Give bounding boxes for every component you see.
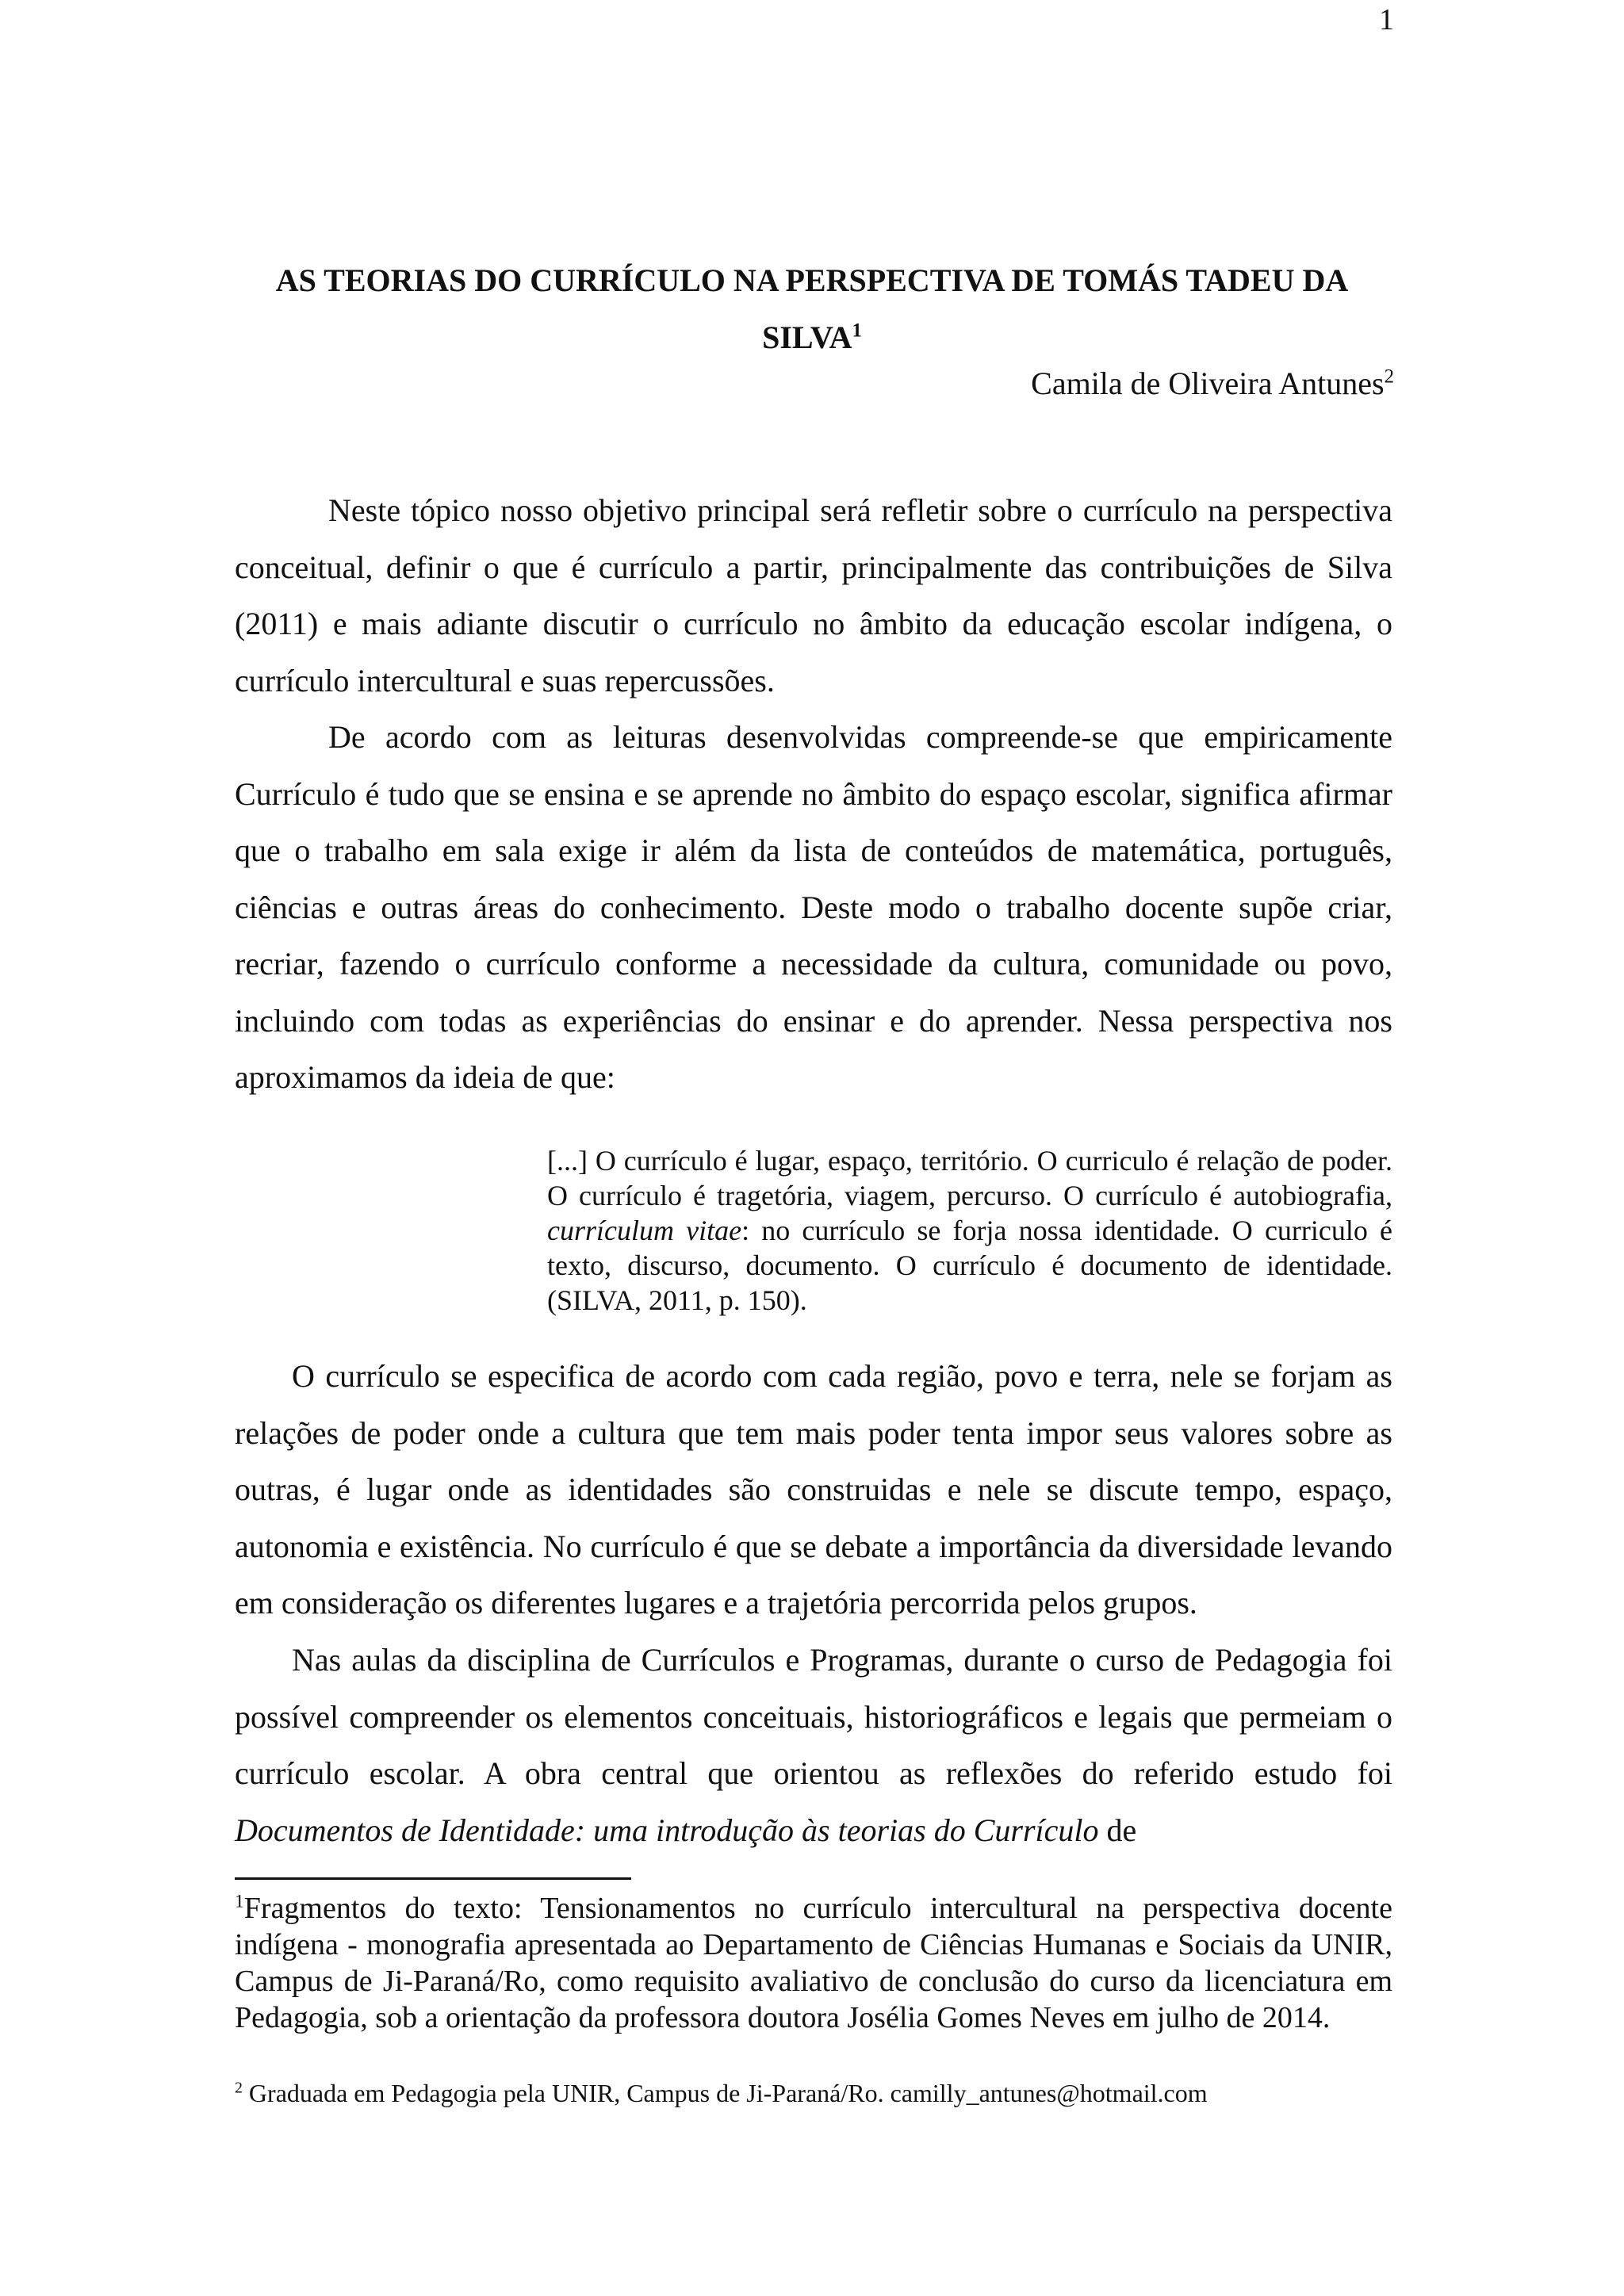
paragraph-4-before: Nas aulas da disciplina de Currículos e Programas, durante o curso de Pedagogia foi possível compreender os elementos conceituais, historiográficos e legais que permeiam o currículo escolar. A obra central que orientou as reflexões do referido estudo foi: [235, 1642, 1392, 1791]
footnote-2-text: Graduada em Pedagogia pela UNIR, Campus de Ji-Paraná/Ro. camilly_antunes@hotmail.com: [242, 2079, 1208, 2107]
footnote-1: [235, 1890, 1392, 2036]
quote-italic: currículum vitae: [547, 1215, 742, 1246]
footnote-1-text: Fragmentos do texto: Tensionamentos no currículo intercultural na perspectiva docente indígena - monografia apresentada ao Departamento de Ciências Humanas e Sociais da UNIR, Campus de Ji-Paraná/Ro, como requisito avaliativo de conclusão do curso da licenciatura em Pedagogia, sob a orientação da professora doutora Josélia Gomes Neves em julho de 2014.: [235, 1892, 1392, 2034]
block-quote: [547, 1143, 1392, 1318]
page-number: 1: [1379, 3, 1394, 36]
title-text: AS TEORIAS DO CURRÍCULO NA PERSPECTIVA DE TOMÁS TADEU DA SILVA: [275, 262, 1349, 355]
footnote-divider: [235, 1877, 631, 1880]
paragraph-1: Neste tópico nosso objetivo principal será refletir sobre o currículo na perspectiva conceitual, definir o que é currículo a partir, principalmente das contribuições de Silva (2011) e mais adiante discutir o currículo no âmbito da educação escolar indígena, o currículo intercultural e suas repercussões.: [235, 492, 1392, 698]
paragraph-4: [235, 1632, 1392, 1858]
author-name: [1031, 365, 1394, 403]
title-footnote-ref: 1: [852, 320, 862, 342]
paragraph-3: O currículo se especifica de acordo com cada região, povo e terra, nele se forjam as relações de poder onde a cultura que tem mais poder tenta impor seus valores sobre as outras, é lugar onde as identidades são construidas e nele se discute tempo, espaço, autonomia e existência. No currículo é que se debate a importância da diversidade levando em consideração os diferentes lugares e a trajetória percorrida pelos grupos.: [235, 1358, 1392, 1621]
author-text: Camila de Oliveira Antunes: [1031, 365, 1385, 401]
quote-text-before: [...] O currículo é lugar, espaço, território. O curriculo é relação de poder. O currículo é tragetória, viagem, percurso. O currículo é autobiografia,: [547, 1145, 1392, 1211]
footnote-1-ref: 1: [235, 1891, 244, 1912]
book-title-italic: Documentos de Identidade: uma introdução às teorias do Currículo: [235, 1812, 1099, 1848]
quote-text-after: : no currículo se forja nossa identidade. O curriculo é texto, discurso, documento. O currículo é documento de identidade. (SILVA, 2011, p. 150).: [547, 1215, 1392, 1316]
author-footnote-ref: 2: [1384, 365, 1394, 388]
footnote-2: [235, 2077, 1392, 2109]
paragraph-2: De acordo com as leituras desenvolvidas compreende-se que empiricamente Currículo é tudo que se ensina e se aprende no âmbito do espaço escolar, significa afirmar que o trabalho em sala exige ir além da lista de conteúdos de matemática, português, ciências e outras áreas do conhecimento. Deste modo o trabalho docente supõe criar, recriar, fazendo o currículo conforme a necessidade da cultura, comunidade ou povo, incluindo com todas as experiências do ensinar e do aprender. Nessa perspectiva nos aproximamos da ideia de que:: [235, 719, 1392, 1095]
paragraph-4-after: de: [1098, 1812, 1137, 1848]
document-title: [230, 252, 1394, 366]
footnote-2-ref: 2: [235, 2079, 243, 2097]
